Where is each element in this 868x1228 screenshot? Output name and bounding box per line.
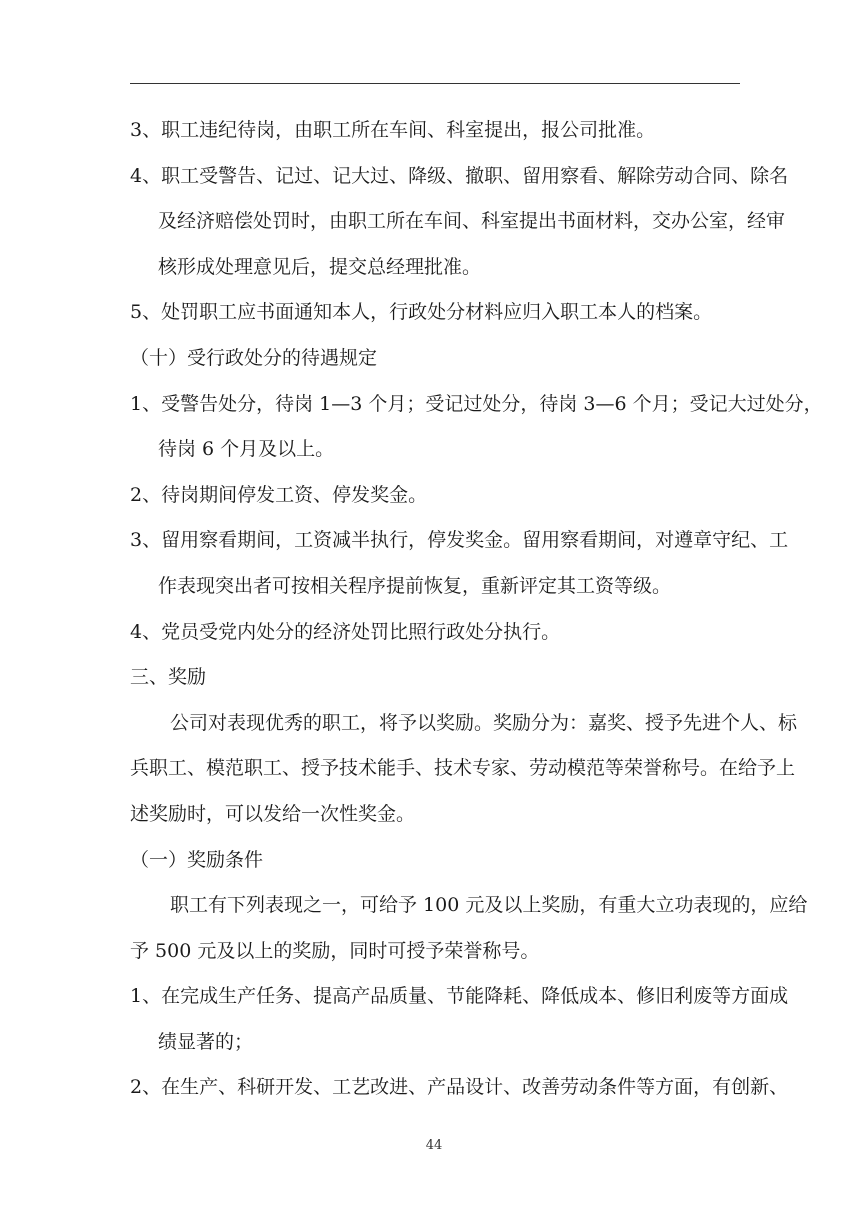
header-rule	[130, 83, 740, 84]
page-number: 44	[425, 1138, 443, 1153]
text-line: 及经济赔偿处罚时，由职工所在车间、科室提出书面材料，交办公室，经审	[158, 210, 786, 233]
text-line: 1、在完成生产任务、提高产品质量、节能降耗、降低成本、修旧利废等方面成	[130, 985, 789, 1008]
text-line: 作表现突出者可按相关程序提前恢复，重新评定其工资等级。	[158, 574, 672, 597]
text-line: 3、留用察看期间，工资减半执行，停发奖金。留用察看期间，对遵章守纪、工	[130, 529, 789, 552]
text-line: 述奖励时，可以发给一次性奖金。	[130, 802, 416, 825]
document-body	[130, 108, 823, 1111]
text-line: 核形成处理意见后，提交总经理批准。	[158, 255, 482, 278]
text-line: 2、在生产、科研开发、工艺改进、产品设计、改善劳动条件等方面，有创新、	[130, 1076, 789, 1099]
text-line: 待岗 6 个月及以上。	[158, 438, 335, 461]
text-line: 1、受警告处分，待岗 1—3 个月；受记过处分，待岗 3—6 个月；受记大过处分，	[130, 392, 823, 415]
text-line: 4、职工受警告、记过、记大过、降级、撤职、留用察看、解除劳动合同、除名	[130, 164, 789, 187]
text-line: 5、处罚职工应书面通知本人，行政处分材料应归入职工本人的档案。	[130, 301, 713, 324]
text-line: 兵职工、模范职工、授予技术能手、技术专家、劳动模范等荣誉称号。在给予上	[130, 757, 796, 780]
text-line: （十）受行政处分的待遇规定	[130, 346, 378, 369]
text-line: 职工有下列表现之一，可给予 100 元及以上奖励，有重大立功表现的，应给	[170, 894, 808, 917]
text-line: 3、职工违纪待岗，由职工所在车间、科室提出，报公司批准。	[130, 119, 656, 141]
text-line: 绩显著的；	[158, 1030, 254, 1053]
text-line: 三、奖励	[130, 666, 207, 689]
text-line: 2、待岗期间停发工资、停发奖金。	[130, 483, 428, 506]
text-line: 予 500 元及以上的奖励，同时可授予荣誉称号。	[130, 939, 540, 962]
text-line: （一）奖励条件	[130, 848, 264, 871]
text-line: 公司对表现优秀的职工，将予以奖励。奖励分为：嘉奖、授予先进个人、标	[170, 711, 798, 734]
text-line: 4、党员受党内处分的经济处罚比照行政处分执行。	[130, 620, 561, 643]
